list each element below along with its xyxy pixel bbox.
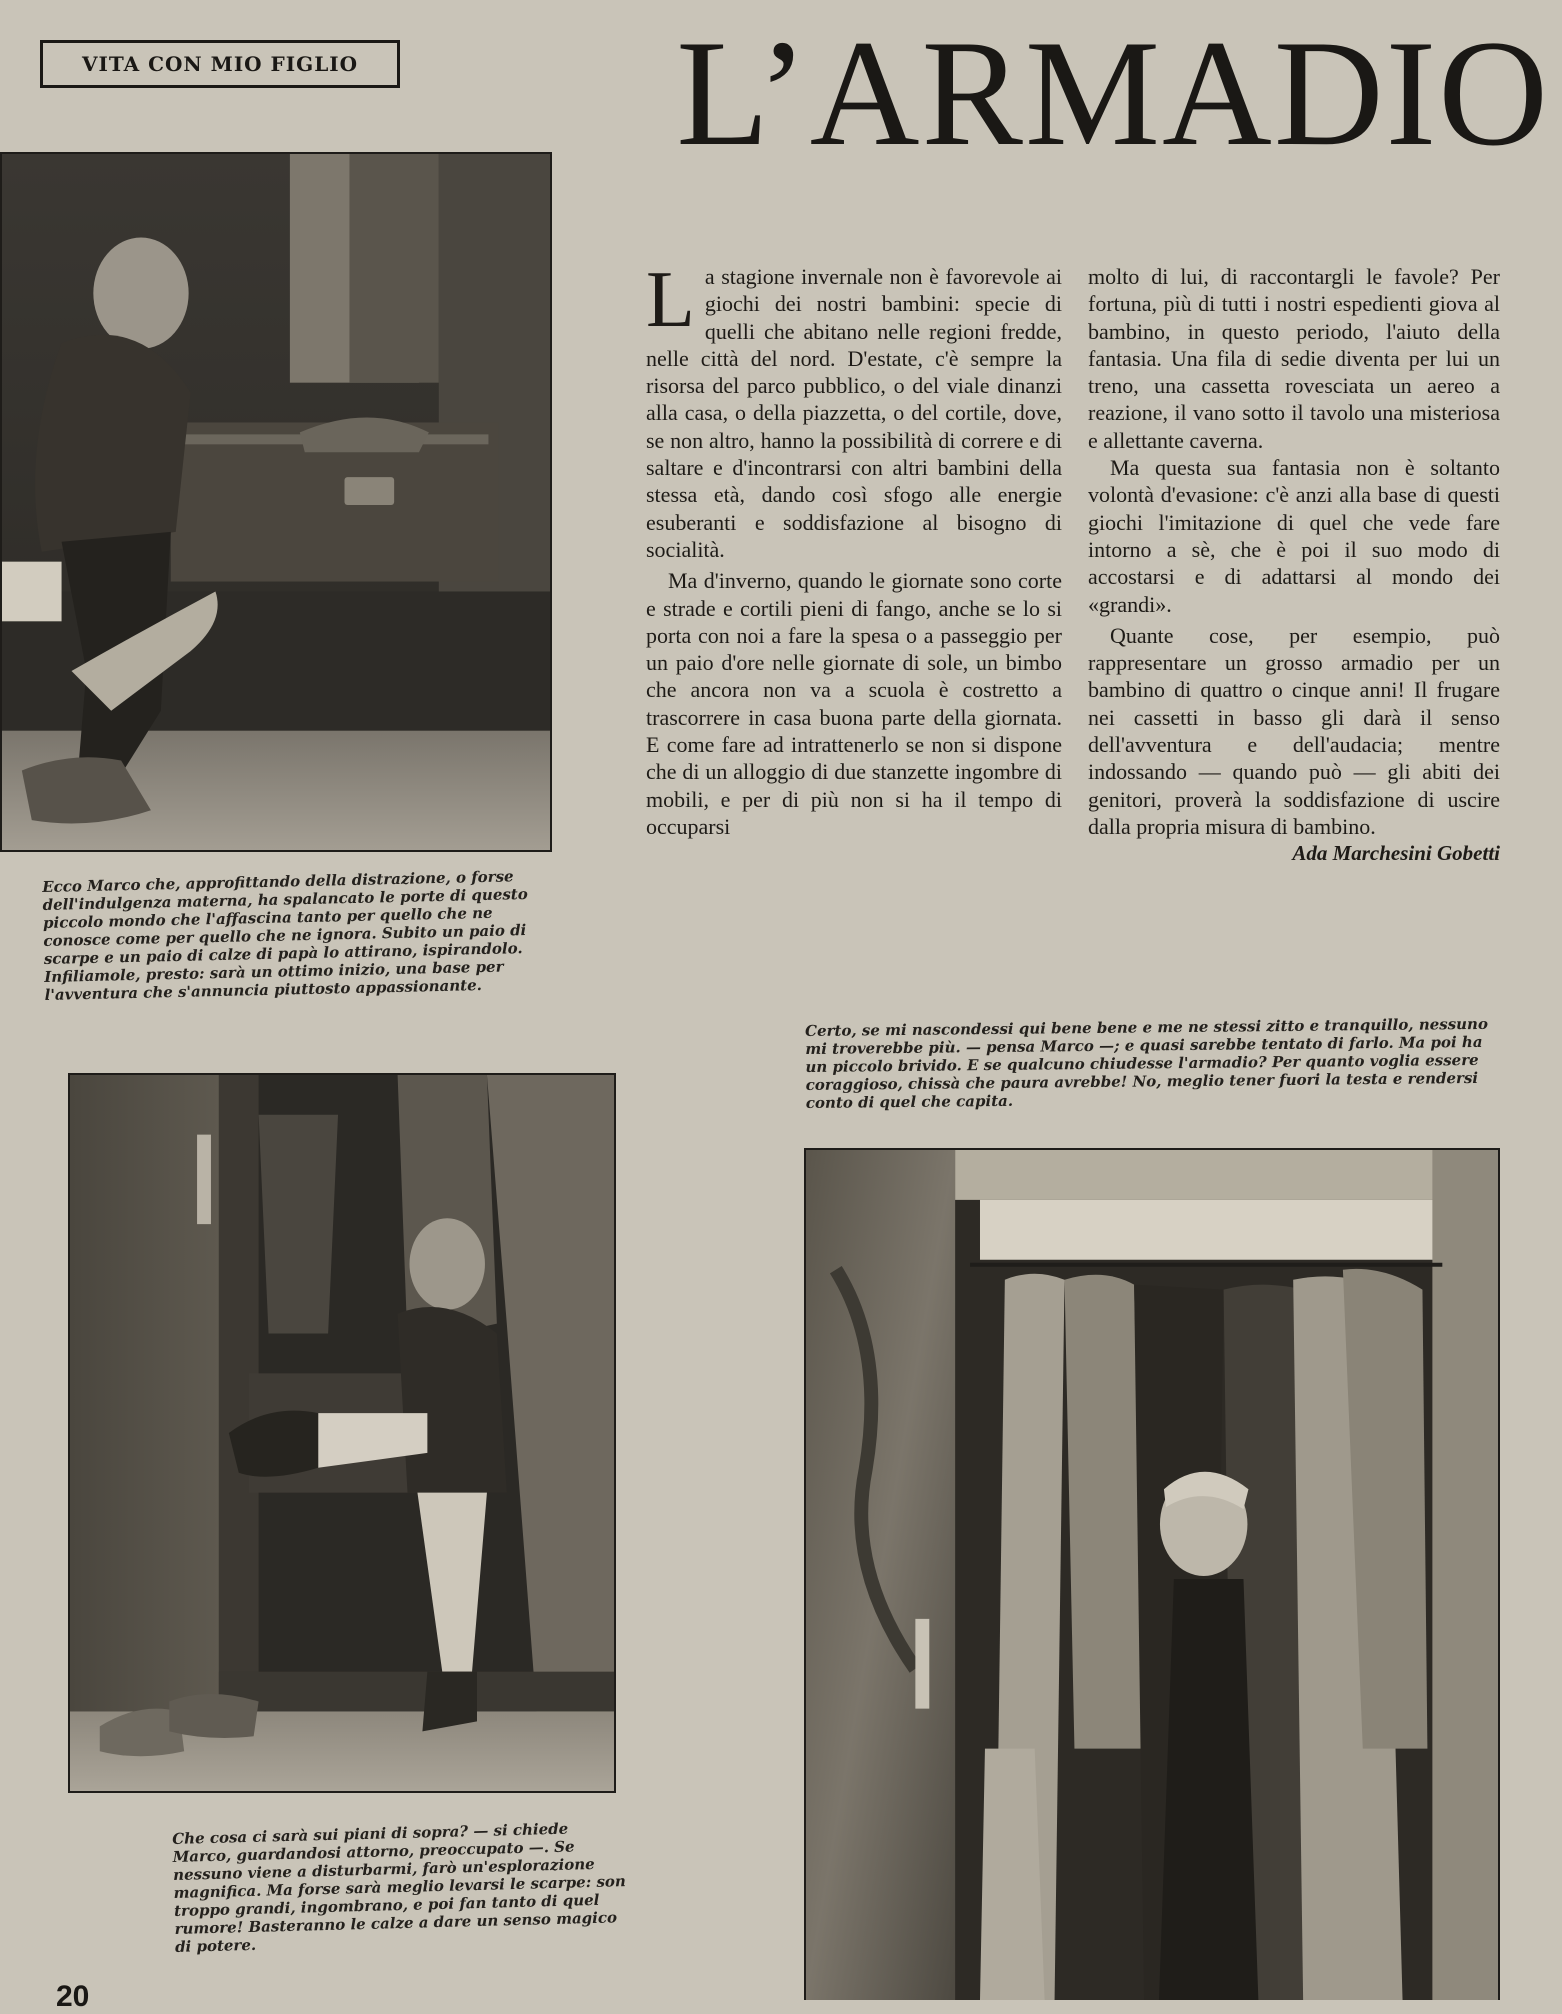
photo-boy-peeking-from-coats <box>804 1148 1500 2000</box>
photo-boy-putting-on-shoes <box>0 152 552 852</box>
paragraph-1: a stagione invernale non è favorevole ai giochi dei nostri bambini: specie di quelli che abitano nelle regioni fredde, nelle città del nord. D'estate, c'è sempre la risorsa del parco pubblico, o del viale dinanzi alla casa, o della piazzetta, o del cortile, dove, se non altro, hanno la possibilità di correre e di saltare e d'incontrarsi con altri bambini della stessa età, dando così sfogo alle energie esuberanti e soddisfazione al bisogno di socialità. <box>646 264 1062 562</box>
article-column-1 <box>646 256 1062 840</box>
photo-boy-climbing-wardrobe <box>68 1073 616 1793</box>
caption-photo-2: Che cosa ci sarà sui piani di sopra? — si chiede Marco, guardandosi attorno, preoccupato —. Se nessuno viene a disturbarmi, farò un'esplorazione magnifica. Ma forse sarà meglio levarsi le scarpe: son troppo grandi, ingombrano, e poi fan tanto di quel rumore! Basteranno le calze a dare un senso magico di potere. <box>172 1819 627 1956</box>
drop-cap: L <box>646 256 695 344</box>
article-title: L’ARMADIO <box>676 9 1550 177</box>
author-byline: Ada Marchesini Gobetti <box>1292 841 1500 866</box>
paragraph-2: Ma d'inverno, quando le giornate sono corte e strade e cortili pieni di fango, anche se lo si porta con noi a fare la spesa o a passeggio per un paio d'ore nelle giornate di sole, un bimbo che ancora non va a scuola è costretto a trascorrere in casa buona parte della giornata. E come fare ad intrattenerlo se non si dispone che di un alloggio di due stanzette ingombre di mobili, e per di più non si ha il tempo di occuparsi <box>646 568 1062 839</box>
paragraph-5: Quante cose, per esempio, può rappresentare un grosso armadio per un bambino di quattro o cinque anni! Il frugare nei cassetti in basso gli darà il senso dell'avventura e dell'audacia; mentre indossando — quando può — gli abiti dei genitori, proverà la soddisfazione di uscire dalla propria misura di bambino. <box>1088 622 1500 839</box>
article-column-2 <box>1088 263 1500 868</box>
page-number: 20 <box>56 1980 90 2013</box>
caption-photo-3: Certo, se mi nascondessi qui bene bene e me ne stessi zitto e tranquillo, nessuno mi troverebbe più. — pensa Marco —; e quasi sarebbe tentato di farlo. Ma poi ha un piccolo brivido. E se qualcuno chiudesse l'armadio? Per quanto voglia essere coraggioso, chissà che paura avrebbe! No, meglio tener fuori la testa e rendersi conto di quel che capita. <box>805 1014 1489 1112</box>
section-label: VITA CON MIO FIGLIO <box>40 40 400 88</box>
paragraph-4: Ma questa sua fantasia non è soltanto volontà d'evasione: c'è anzi alla base di questi giochi l'imitazione di quel che vede fare intorno a sè, che è poi il suo modo di accostarsi e di adattarsi al mondo dei «grandi». <box>1088 455 1500 617</box>
caption-photo-1: Ecco Marco che, approfittando della distrazione, o forse dell'indulgenza materna, ha spalancato le porte di questo piccolo mondo che l'affascina tanto per quello che ne conosce come per quello che ne ignora. Subito un paio di scarpe e un paio di calze di papà lo attirano, ispirandolo. Infiliamole, presto: sarà un ottimo inizio, una base per l'avventura che s'annuncia piuttosto appassionante. <box>42 867 528 1004</box>
paragraph-3: molto di lui, di raccontargli le favole? Per fortuna, più di tutti i nostri espedienti giova al bambino, in questo periodo, l'aiuto della fantasia. Una fila di sedie diventa per lui un treno, una cassetta rovesciata un aereo a reazione, il vano sotto il tavolo una misteriosa e allettante caverna. <box>1088 264 1500 453</box>
